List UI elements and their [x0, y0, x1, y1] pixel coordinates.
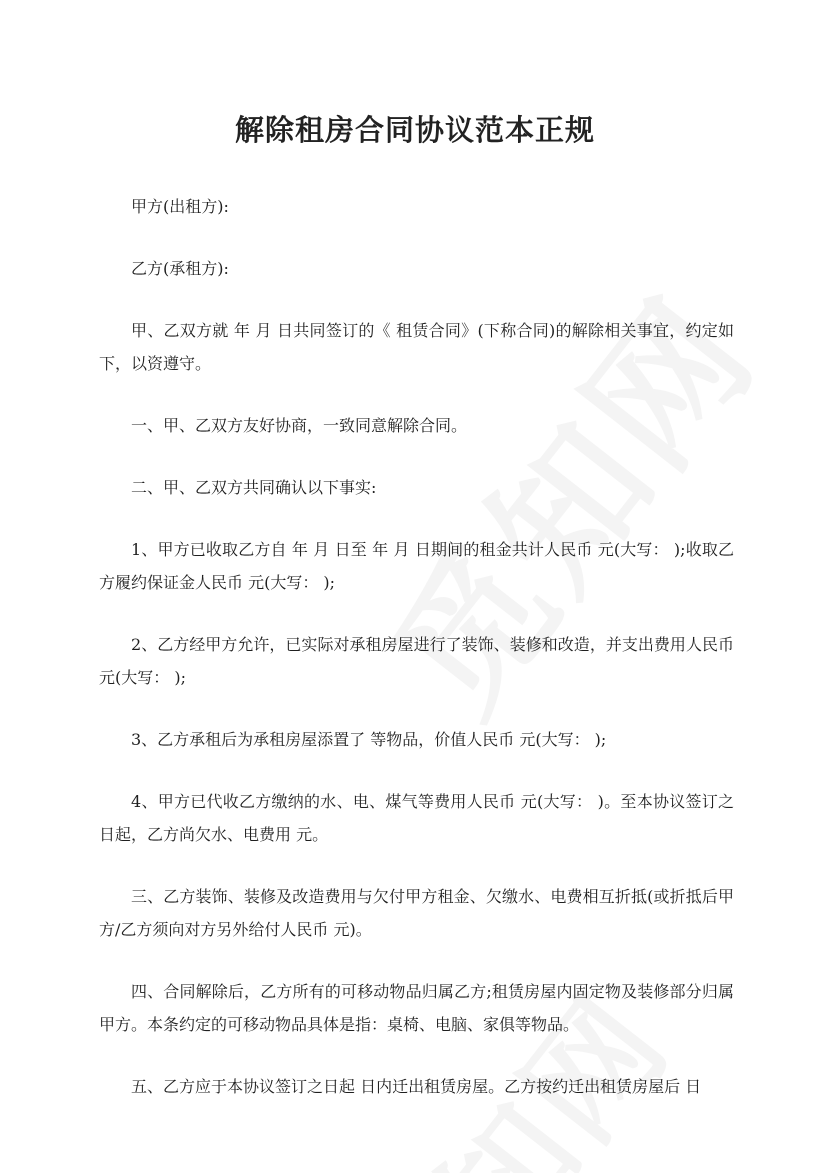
document-body	[99, 190, 734, 1132]
clause-1: 一、甲、乙双方友好协商，一致同意解除合同。	[131, 416, 468, 435]
fact-item-2: 2、乙方经甲方允许，已实际对承租房屋进行了装饰、装修和改造，并支出费用人民币 元(大写： );	[99, 635, 734, 687]
party-a-line: 甲方(出租方):	[131, 197, 229, 216]
clause-4: 四、合同解除后，乙方所有的可移动物品归属乙方;租赁房屋内固定物及装修部分归属甲方。本条约定的可移动物品具体是指：桌椅、电脑、家俱等物品。	[99, 982, 734, 1034]
clause-3: 三、乙方装饰、装修及改造费用与欠付甲方租金、欠缴水、电费相互折抵(或折抵后甲方/乙方须向对方另外给付人民币 元)。	[99, 887, 734, 939]
fact-item-4: 4、甲方已代收乙方缴纳的水、电、煤气等费用人民币 元(大写： )。至本协议签订之日起，乙方尚欠水、电费用 元。	[99, 792, 734, 844]
fact-item-1: 1、甲方已收取乙方自 年 月 日至 年 月 日期间的租金共计人民币 元(大写： );收取乙方履约保证金人民币 元(大写： );	[99, 540, 734, 592]
preamble-paragraph: 甲、乙双方就 年 月 日共同签订的《 租赁合同》(下称合同)的解除相关事宜，约定如下，以资遵守。	[99, 321, 734, 373]
clause-2: 二、甲、乙双方共同确认以下事实:	[131, 478, 377, 497]
party-b-line: 乙方(承租方):	[131, 259, 229, 278]
clause-5: 五、乙方应于本协议签订之日起 日内迁出租赁房屋。乙方按约迁出租赁房屋后 日	[131, 1077, 702, 1096]
document-title: 解除租房合同协议范本正规	[234, 113, 595, 147]
fact-item-3: 3、乙方承租后为承租房屋添置了 等物品，价值人民币 元(大写： );	[131, 730, 607, 749]
